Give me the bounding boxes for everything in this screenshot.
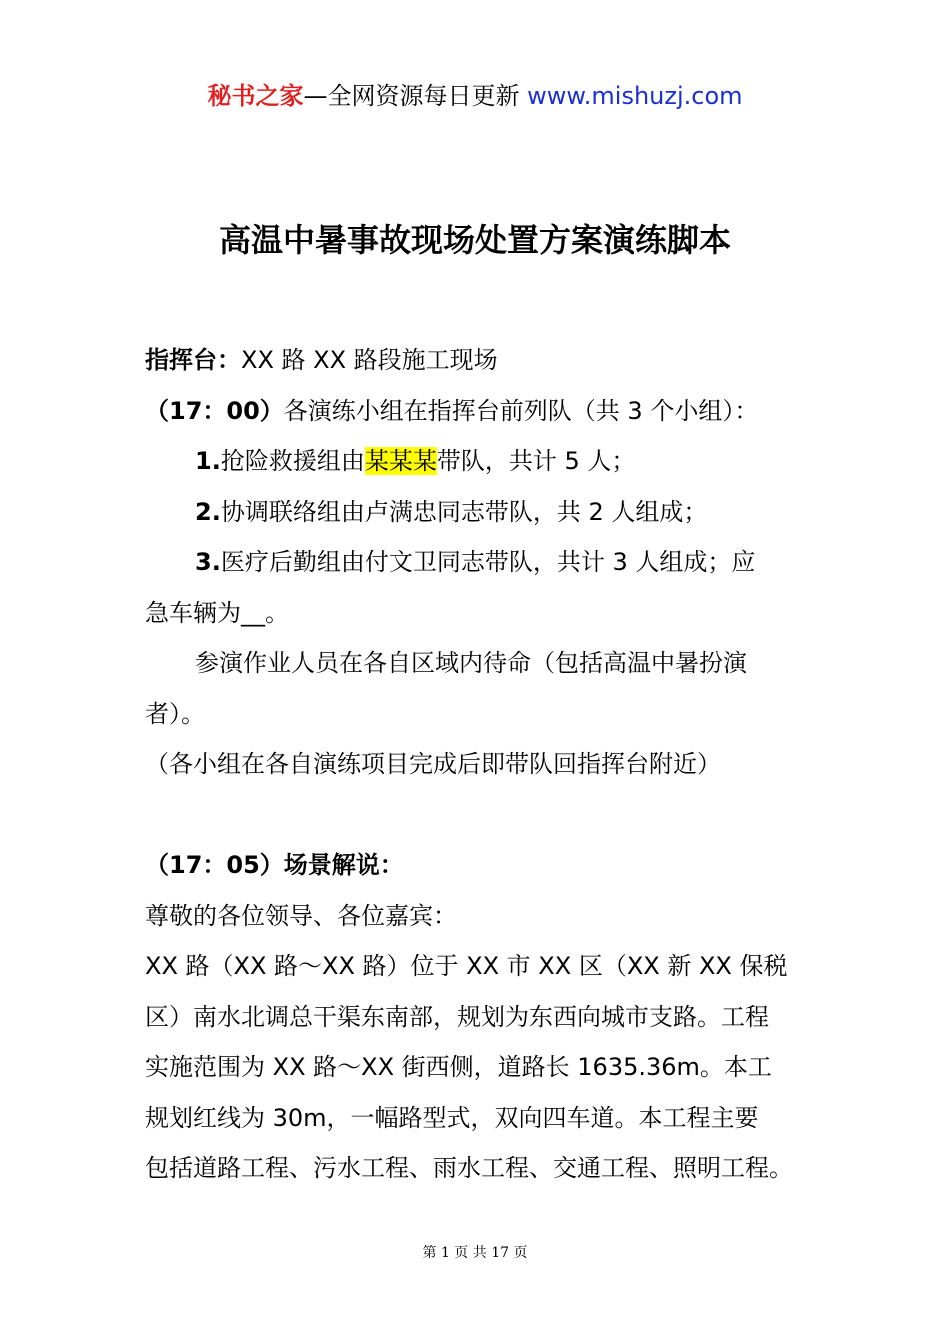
command-line: [145, 335, 810, 386]
scene-heading: （17：05）场景解说：: [145, 851, 404, 879]
spacer: [145, 790, 810, 841]
item1-text-post: 带队，共计 5 人；: [436, 447, 636, 475]
description-line: 实施范围为 XX 路～XX 街西侧，道路长 1635.36m。本工: [145, 1053, 772, 1081]
standby-paragraph: 参演作业人员在各自区域内待命（包括高温中暑扮演: [195, 649, 747, 677]
greeting: 尊敬的各位领导、各位嘉宾：: [145, 901, 457, 930]
item2-text: 协调联络组由卢满忠同志带队，共 2 人组成；: [220, 497, 708, 526]
document-body: [145, 335, 810, 1194]
page-footer: 第 1 页 共 17 页: [422, 1245, 528, 1261]
command-text: XX 路 XX 路段施工现场: [241, 346, 498, 374]
lineup-line: [145, 386, 810, 437]
item-number: 3.: [195, 548, 221, 576]
item3-text: 医疗后勤组由付文卫同志带队，共计 3 人组成；应: [220, 548, 756, 576]
item1-text-pre: 抢险救援组由: [220, 447, 365, 475]
site-tagline: —全网资源每日更新: [303, 82, 528, 110]
group-item-1: [145, 436, 810, 487]
item-number: 2.: [195, 497, 221, 526]
site-header: [0, 80, 950, 112]
lineup-text: 各演练小组在指挥台前列队（共 3 个小组）：: [283, 396, 759, 425]
document-title: 高温中暑事故现场处置方案演练脚本: [218, 221, 731, 259]
description-line: 包括道路工程、污水工程、雨水工程、交通工程、照明工程。: [145, 1154, 793, 1182]
highlighted-name: 某某某: [364, 447, 437, 475]
group-item-2: [145, 487, 810, 538]
item-number: 1.: [195, 447, 221, 475]
site-url-link[interactable]: www.mishuzj.com: [527, 82, 743, 110]
group-item-3: [145, 537, 810, 588]
time-1700: （17：00）: [145, 396, 284, 425]
group-item-3-continued: 急车辆为__。: [145, 598, 289, 627]
description-line: 规划红线为 30m，一幅路型式，双向四车道。本工程主要: [145, 1103, 759, 1132]
description-line: 区）南水北调总干渠东南部，规划为东西向城市支路。工程: [145, 1002, 769, 1031]
command-label: 指挥台：: [145, 346, 241, 374]
site-brand: 秘书之家: [207, 82, 304, 110]
standby-paragraph-continued: 者）。: [145, 699, 205, 728]
description-line: XX 路（XX 路～XX 路）位于 XX 市 XX 区（XX 新 XX 保税: [145, 952, 788, 980]
return-note: （各小组在各自演练项目完成后即带队回指挥台附近）: [145, 750, 721, 778]
